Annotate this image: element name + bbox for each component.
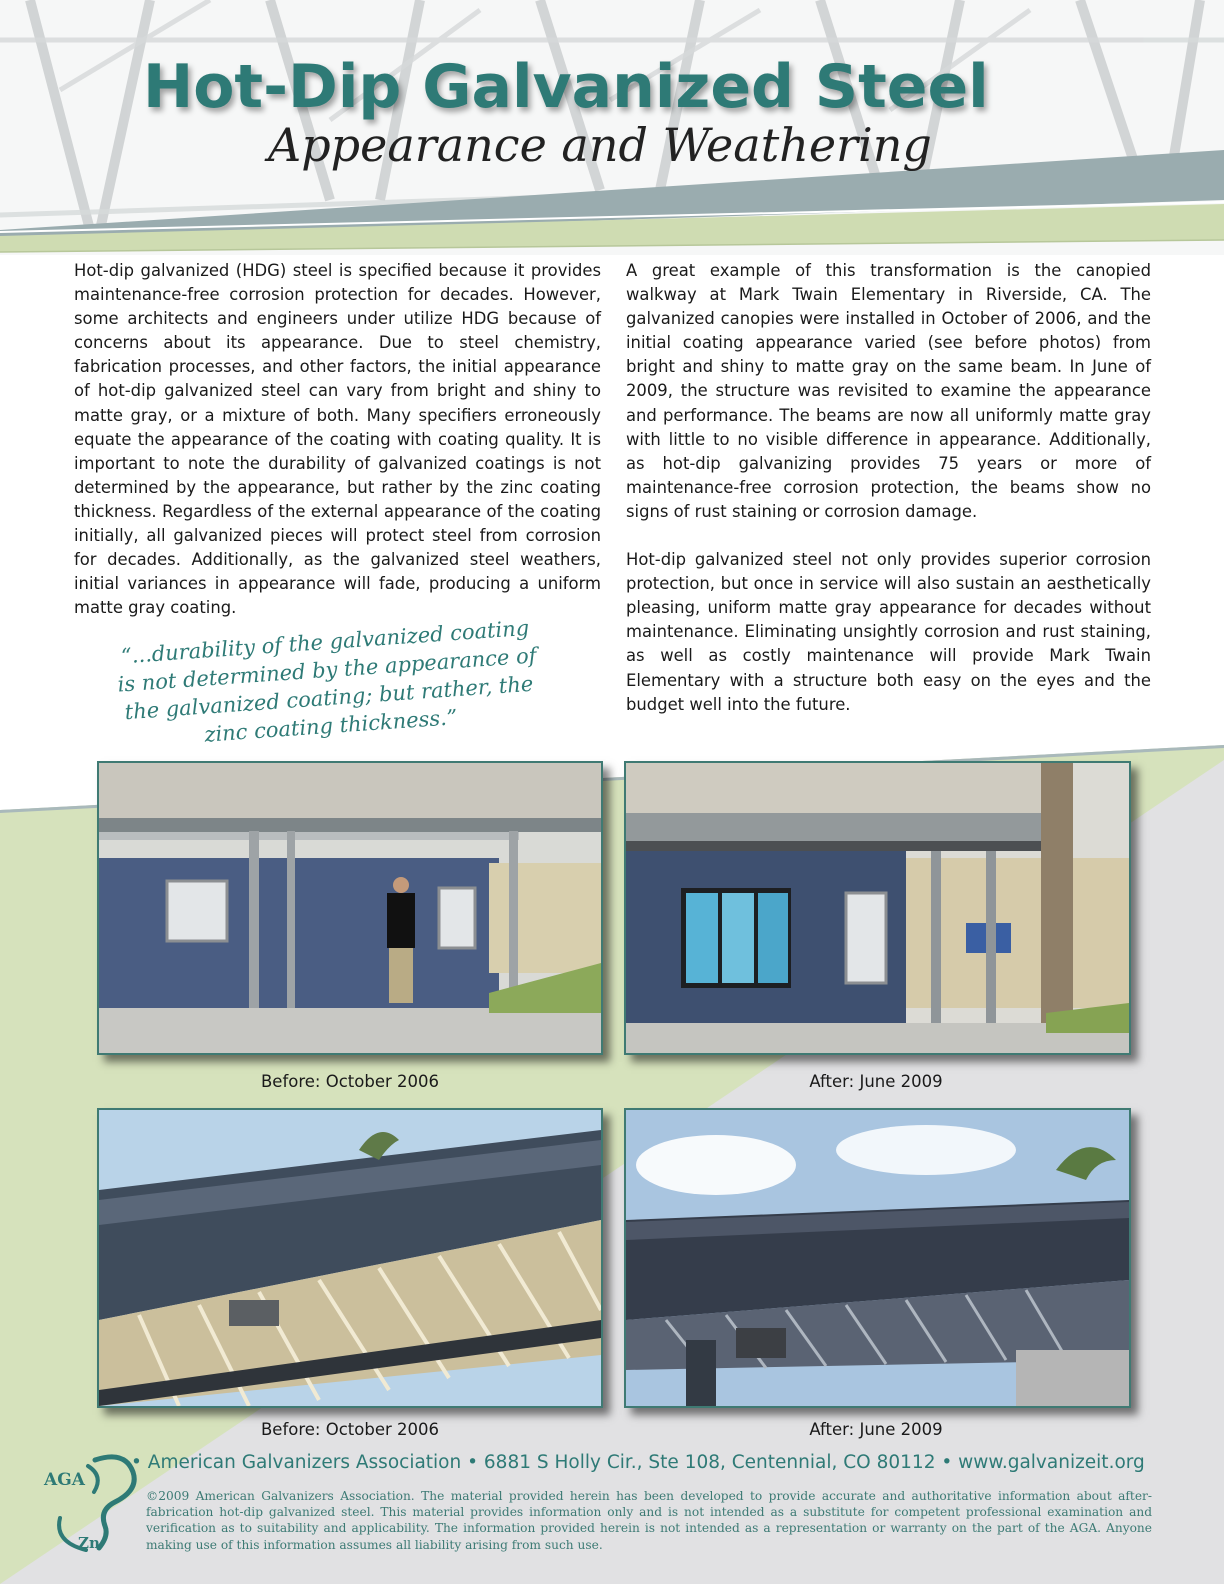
caption-before-1: Before: October 2006	[260, 1072, 440, 1091]
aga-logo	[40, 1448, 140, 1560]
caption-after-2: After: June 2009	[809, 1420, 943, 1439]
caption-before-2: Before: October 2006	[260, 1420, 440, 1439]
photo-before-walkway	[97, 761, 603, 1055]
logo-text-zn: Zn	[78, 1534, 100, 1552]
disclaimer-text: ©2009 American Galvanizers Association. The material provided herein has been developed to provide accurate and authoritative information about after-fabrication hot-dip galvanized steel. This material provides information only and is not intended as a substitute for competent professional examination and verification as to suitability and applicability. The information provided herein is not intended as a representation or warranty on the part of the AGA. Anyone making use of this information assumes all liability arising from such use.	[146, 1489, 1152, 1552]
photo-after-walkway	[624, 761, 1131, 1055]
pull-quote: “...durability of the galvanized coating is not determined by the appearance of the galvanized coating; but rather, the zinc coating thickness.”	[116, 615, 538, 747]
page-title: Hot-Dip Galvanized Steel	[143, 52, 989, 122]
photo-after-beam	[624, 1108, 1131, 1408]
contact-line: • American Galvanizers Association • 6881 S Holly Cir., Ste 108, Centennial, CO 80112 • www.galvanizeit.org	[131, 1452, 1145, 1473]
right-column	[626, 259, 1151, 717]
caption-after-1: After: June 2009	[809, 1072, 943, 1091]
page-subtitle: Appearance and Weathering	[268, 118, 932, 172]
header-banner	[0, 0, 1224, 255]
intro-paragraph: Hot-dip galvanized (HDG) steel is specified because it provides maintenance-free corrosion protection for decades. However, some architects and engineers under utilize HDG because of concerns about its appearance. Due to steel chemistry, fabrication processes, and other factors, the initial appearance of hot-dip galvanized steel can vary from bright and shiny to matte gray, or a mixture of both. Many specifiers erroneously equate the appearance of the coating with coating quality. It is important to note the durability of galvanized coatings is not determined by the appearance, but rather by the zinc coating thickness. Regardless of the external appearance of the coating initially, all galvanized pieces will protect steel from corrosion for decades. Additionally, as the galvanized steel weathers, initial variances in appearance will fade, producing a uniform matte gray coating.	[74, 261, 601, 618]
example-paragraph: A great example of this transformation is the canopied walkway at Mark Twain Elementary in Riverside, CA. The galvanized canopies were installed in October of 2006, and the initial coating appearance varied (see before photos) from bright and shiny to matte gray on the same beam. In June of 2009, the structure was revisited to examine the appearance and performance. The beams are now all uniformly matte gray with little to no visible difference in appearance. Additionally, as hot-dip galvanizing provides 75 years or more of maintenance-free corrosion protection, the beams show no signs of rust staining or corrosion damage.	[626, 261, 1151, 521]
conclusion-paragraph: Hot-dip galvanized steel not only provides superior corrosion protection, but once in service will also sustain an aesthetically pleasing, uniform matte gray appearance for decades without maintenance. Eliminating unsightly corrosion and rust staining, as well as costly maintenance will provide Mark Twain Elementary with a structure both easy on the eyes and the budget well into the future.	[626, 550, 1151, 714]
left-column	[74, 259, 601, 620]
logo-text-aga: AGA	[44, 1470, 85, 1490]
photo-before-beam	[97, 1108, 603, 1408]
